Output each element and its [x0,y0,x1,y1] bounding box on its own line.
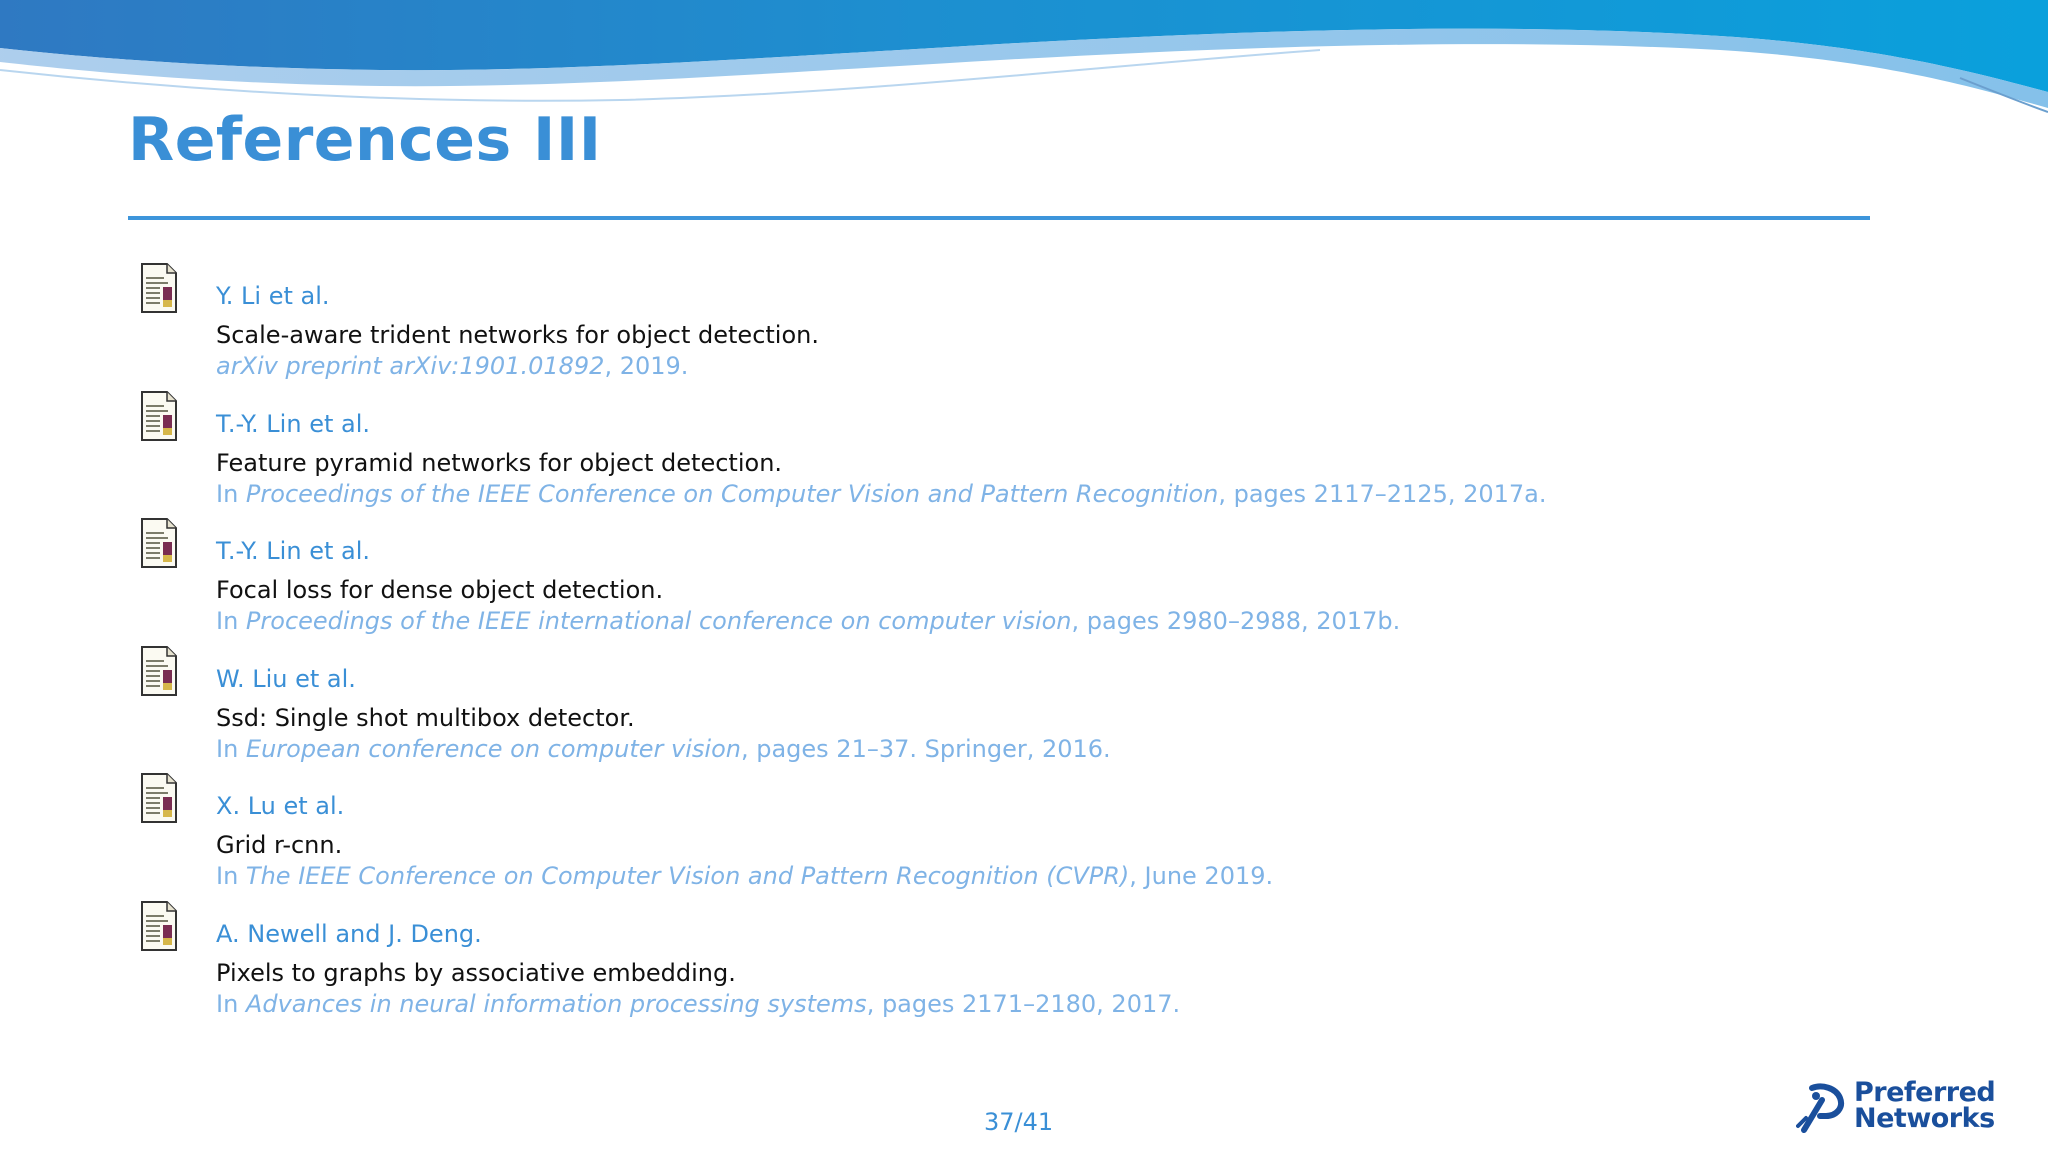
reference-item [140,772,1940,900]
document-icon [140,262,178,314]
reference-title: Grid r-cnn. [216,831,343,859]
document-icon [140,390,178,442]
venue-suffix: , pages 2117–2125, 2017a. [1218,479,1547,508]
reference-author: T.-Y. Lin et al. [216,537,370,565]
reference-title: Pixels to graphs by associative embedding. [216,958,736,987]
reference-item [140,262,1940,390]
venue-suffix: , pages 21–37. Springer, 2016. [740,734,1111,763]
reference-author: X. Lu et al. [216,792,345,820]
venue-prefix: In [216,479,246,508]
venue-name: Proceedings of the IEEE international conference on computer vision [245,607,1072,635]
venue-name: The IEEE Conference on Computer Vision and Pattern Recognition (CVPR) [245,862,1130,890]
page-number: 37/41 [984,1108,1054,1136]
document-icon [140,900,178,952]
reference-author: A. Newell and J. Deng. [216,919,482,948]
reference-author: W. Liu et al. [216,664,356,693]
venue-prefix: In [216,989,246,1018]
reference-venue [216,350,688,382]
logo-wordmark [1854,1077,1996,1134]
preferred-networks-logo [1796,1077,2026,1136]
reference-item [140,390,1940,518]
venue-name: Advances in neural information processing systems [245,989,867,1018]
reference-item [140,517,1940,645]
document-icon [140,772,178,824]
reference-item [140,645,1940,773]
title-divider [128,216,1870,220]
logo-line-1: Preferred [1854,1077,1996,1108]
reference-venue [216,605,1400,637]
venue-prefix: In [216,862,246,890]
reference-venue [216,988,1180,1020]
reference-author: T.-Y. Lin et al. [216,409,370,438]
venue-suffix: , pages 2171–2180, 2017. [866,989,1181,1018]
venue-suffix: , pages 2980–2988, 2017b. [1071,607,1401,635]
reference-title: Ssd: Single shot multibox detector. [216,703,635,732]
venue-name: arXiv preprint arXiv:1901.01892 [216,352,605,380]
venue-prefix: In [216,734,246,763]
reference-author: Y. Li et al. [216,282,330,310]
reference-venue [216,733,1111,765]
venue-name: Proceedings of the IEEE Conference on Computer Vision and Pattern Recognition [245,479,1219,508]
venue-suffix: , June 2019. [1129,862,1274,890]
reference-title: Scale-aware trident networks for object detection. [216,321,819,349]
reference-title: Feature pyramid networks for object detection. [216,448,783,477]
document-icon [140,645,178,697]
reference-venue [216,860,1273,892]
document-icon [140,517,178,569]
venue-suffix: , 2019. [604,352,689,380]
logo-line-2: Networks [1854,1103,1995,1134]
reference-title: Focal loss for dense object detection. [216,576,664,604]
reference-list [140,262,1940,1027]
preferred-networks-logo-icon [1796,1082,1846,1134]
venue-name: European conference on computer vision [245,734,741,763]
reference-venue [216,478,1547,510]
slide-title: References III [128,105,602,175]
reference-item [140,900,1940,1028]
venue-prefix: In [216,607,246,635]
